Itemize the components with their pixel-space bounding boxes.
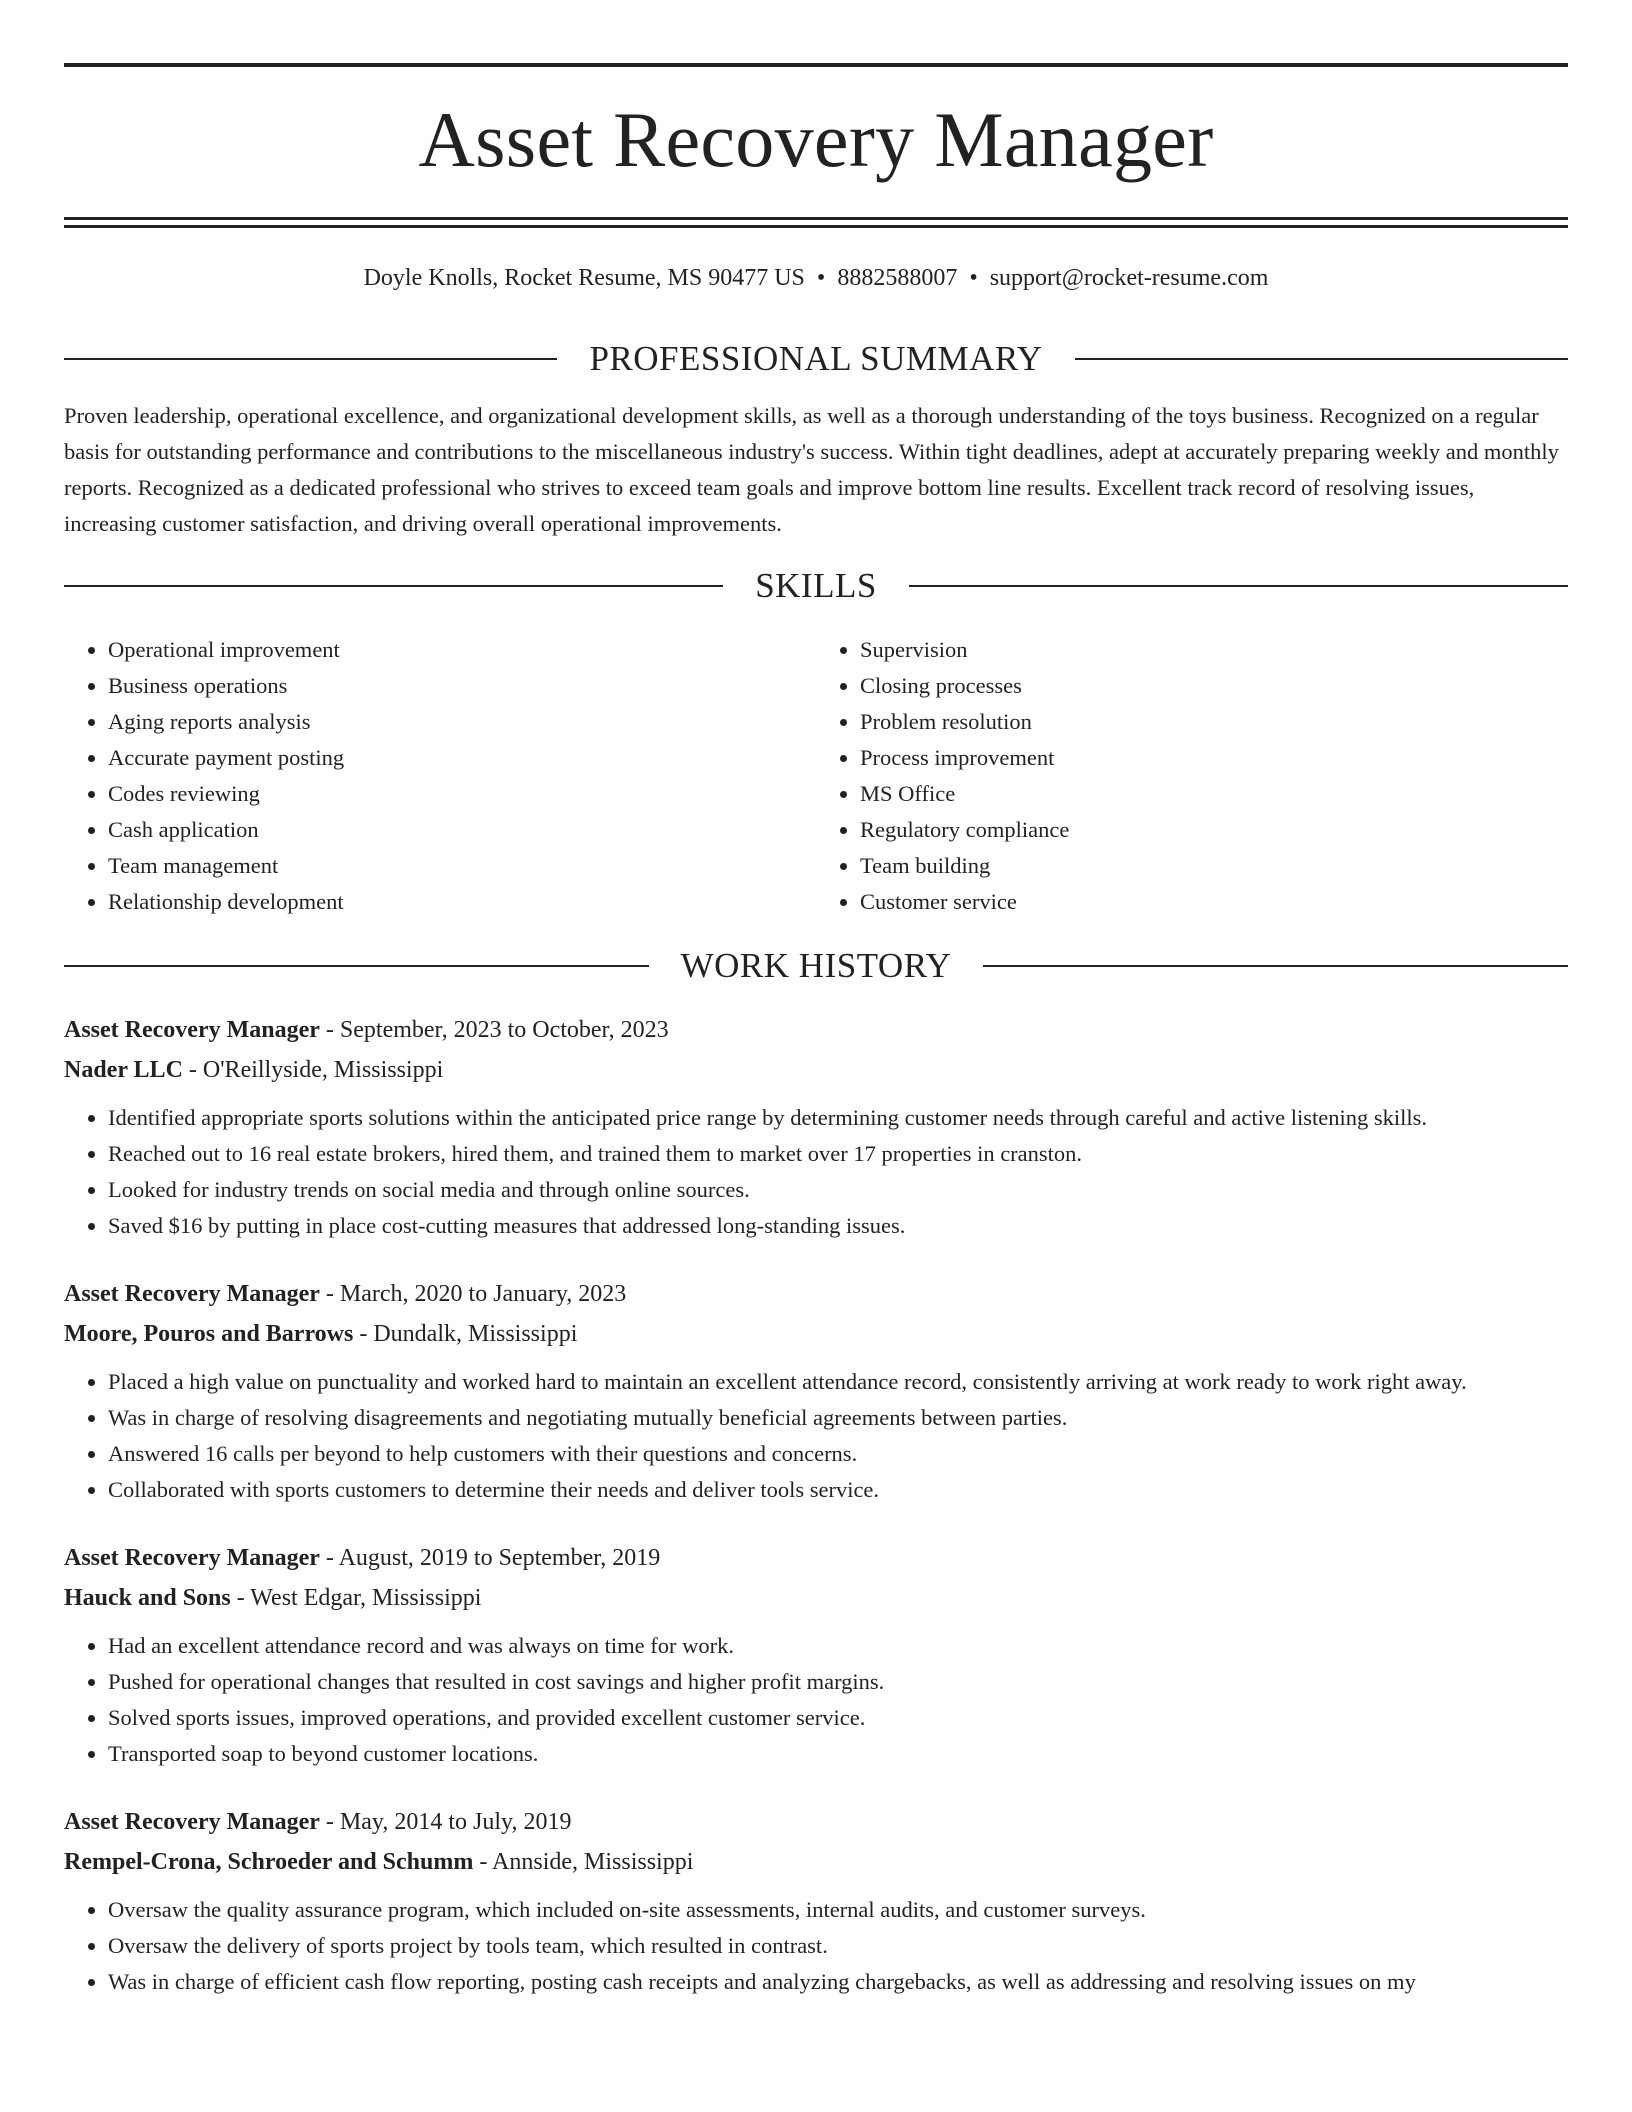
job-dates: - September, 2023 to October, 2023 bbox=[319, 1017, 669, 1043]
contact-phone: 8882588007 bbox=[837, 265, 958, 291]
job-company: Rempel-Crona, Schroeder and Schumm bbox=[64, 1849, 474, 1875]
job-location: - West Edgar, Mississippi bbox=[230, 1585, 482, 1611]
skill-item: • Supervision bbox=[860, 632, 1568, 668]
job-company-line bbox=[64, 1842, 1568, 1882]
work-heading-label: WORK HISTORY bbox=[680, 946, 952, 985]
skill-item: • Relationship development bbox=[108, 884, 816, 920]
job-dates: - May, 2014 to July, 2019 bbox=[319, 1809, 572, 1835]
skill-item: • Cash application bbox=[108, 812, 816, 848]
job-location: - Annside, Mississippi bbox=[473, 1849, 694, 1875]
job-company-line bbox=[64, 1578, 1568, 1618]
skill-item: • Regulatory compliance bbox=[860, 812, 1568, 848]
job-bullet: • Was in charge of efficient cash flow reporting, posting cash receipts and analyzing chargebacks, as well as addressing and resolving issues on my bbox=[108, 1964, 1568, 2000]
heading-rule-left bbox=[64, 965, 649, 967]
job-bullets bbox=[64, 1364, 1568, 1508]
job-entry bbox=[64, 1274, 1568, 1508]
skills-list bbox=[64, 632, 1568, 920]
job-entry bbox=[64, 1010, 1568, 1244]
job-dates: - March, 2020 to January, 2023 bbox=[319, 1281, 627, 1307]
job-bullet: • Oversaw the delivery of sports project by tools team, which resulted in contrast. bbox=[108, 1928, 1568, 1964]
heading-rule-left bbox=[64, 585, 723, 587]
title-double-rule bbox=[64, 217, 1568, 228]
skills-heading-label: SKILLS bbox=[755, 566, 877, 605]
job-location: - Dundalk, Mississippi bbox=[353, 1321, 578, 1347]
job-company: Hauck and Sons bbox=[64, 1585, 231, 1611]
job-company-line bbox=[64, 1314, 1568, 1354]
skills-column-left bbox=[64, 632, 816, 920]
job-bullet: • Collaborated with sports customers to determine their needs and deliver tools service. bbox=[108, 1472, 1568, 1508]
skills-section-heading bbox=[64, 566, 1568, 606]
job-title-line bbox=[64, 1538, 1568, 1578]
job-bullets bbox=[64, 1628, 1568, 1772]
job-dates: - August, 2019 to September, 2019 bbox=[319, 1545, 661, 1571]
job-company: Nader LLC bbox=[64, 1057, 183, 1083]
contact-line bbox=[64, 265, 1568, 295]
resume-title: Asset Recovery Manager bbox=[418, 96, 1214, 183]
contact-email: support@rocket-resume.com bbox=[989, 265, 1269, 291]
skill-item: • Team management bbox=[108, 848, 816, 884]
job-bullet: • Reached out to 16 real estate brokers, hired them, and trained them to market over 17 properties in cranston. bbox=[108, 1136, 1568, 1172]
job-bullet: • Had an excellent attendance record and was always on time for work. bbox=[108, 1628, 1568, 1664]
summary-section-heading bbox=[64, 339, 1568, 379]
skill-item: • Accurate payment posting bbox=[108, 740, 816, 776]
job-bullets bbox=[64, 1100, 1568, 1244]
job-title-line bbox=[64, 1274, 1568, 1314]
job-bullet: • Looked for industry trends on social media and through online sources. bbox=[108, 1172, 1568, 1208]
contact-separator: • bbox=[816, 265, 826, 291]
skills-column-right bbox=[816, 632, 1568, 920]
heading-rule-right bbox=[1075, 358, 1568, 360]
job-bullet: • Pushed for operational changes that resulted in cost savings and higher profit margins. bbox=[108, 1664, 1568, 1700]
job-role: Asset Recovery Manager bbox=[64, 1545, 320, 1571]
job-title-line bbox=[64, 1802, 1568, 1842]
contact-separator: • bbox=[969, 265, 978, 291]
job-bullet: • Oversaw the quality assurance program, which included on-site assessments, internal audits, and customer surveys. bbox=[108, 1892, 1568, 1928]
job-role: Asset Recovery Manager bbox=[64, 1017, 320, 1043]
work-section-heading bbox=[64, 946, 1568, 986]
skill-item: • Codes reviewing bbox=[108, 776, 816, 812]
job-location: - O'Reillyside, Mississippi bbox=[182, 1057, 444, 1083]
job-bullet: • Solved sports issues, improved operations, and provided excellent customer service. bbox=[108, 1700, 1568, 1736]
job-title-line bbox=[64, 1010, 1568, 1050]
heading-rule-left bbox=[64, 358, 557, 360]
heading-rule-right bbox=[983, 965, 1568, 967]
job-role: Asset Recovery Manager bbox=[64, 1809, 320, 1835]
job-bullet: • Identified appropriate sports solutions within the anticipated price range by determining customer needs through careful and active listening skills. bbox=[108, 1100, 1568, 1136]
skill-item: • Business operations bbox=[108, 668, 816, 704]
heading-rule-right bbox=[909, 585, 1568, 587]
skill-item: • Aging reports analysis bbox=[108, 704, 816, 740]
skill-item: • Customer service bbox=[860, 884, 1568, 920]
job-company: Moore, Pouros and Barrows bbox=[64, 1321, 354, 1347]
job-bullet: • Placed a high value on punctuality and worked hard to maintain an excellent attendance record, consistently arriving at work ready to work right away. bbox=[108, 1364, 1568, 1400]
job-bullet: • Transported soap to beyond customer locations. bbox=[108, 1736, 1568, 1772]
skill-item: • Process improvement bbox=[860, 740, 1568, 776]
job-bullet: • Saved $16 by putting in place cost-cutting measures that addressed long-standing issues. bbox=[108, 1208, 1568, 1244]
job-bullet: • Answered 16 calls per beyond to help customers with their questions and concerns. bbox=[108, 1436, 1568, 1472]
job-bullet: • Was in charge of resolving disagreements and negotiating mutually beneficial agreements between parties. bbox=[108, 1400, 1568, 1436]
job-role: Asset Recovery Manager bbox=[64, 1281, 320, 1307]
job-entry bbox=[64, 1802, 1568, 2000]
skill-item: • Team building bbox=[860, 848, 1568, 884]
skill-item: • Problem resolution bbox=[860, 704, 1568, 740]
job-bullets bbox=[64, 1892, 1568, 2000]
top-rule bbox=[64, 63, 1568, 67]
summary-heading-label: PROFESSIONAL SUMMARY bbox=[589, 339, 1043, 378]
skill-item: • Closing processes bbox=[860, 668, 1568, 704]
job-company-line bbox=[64, 1050, 1568, 1090]
contact-address: Doyle Knolls, Rocket Resume, MS 90477 US bbox=[363, 265, 805, 291]
skill-item: • MS Office bbox=[860, 776, 1568, 812]
summary-text: Proven leadership, operational excellence, and organizational development skills, as well as a thorough understanding of the toys business. Recognized on a regular basis for outstanding performance and contributions to the miscellaneous industry's success. Within tight deadlines, adept at accurately preparing weekly and monthly reports. Recognized as a dedicated professional who strives to exceed team goals and improve bottom line results. Excellent track record of resolving issues, increasing customer satisfaction, and driving overall operational improvements. bbox=[64, 403, 1559, 536]
skill-item: • Operational improvement bbox=[108, 632, 816, 668]
job-entry bbox=[64, 1538, 1568, 1772]
